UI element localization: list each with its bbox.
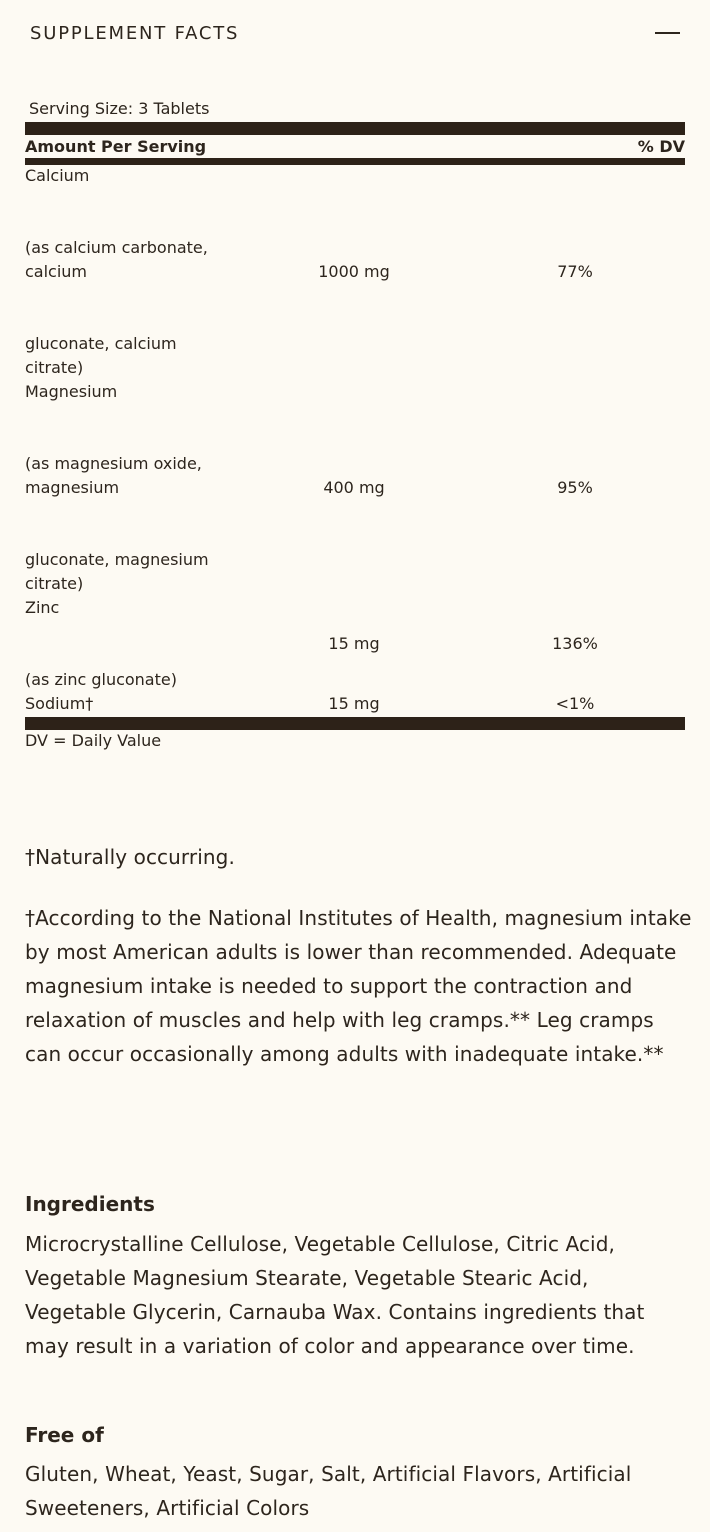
nutrient-amount: 400 mg: [323, 478, 385, 497]
nutrient-detail: (as calcium carbonate,: [25, 238, 208, 257]
nutrient-dv: 136%: [552, 634, 598, 653]
nutrient-amount: 15 mg: [328, 694, 380, 713]
nutrient-name: Calcium: [25, 166, 90, 185]
nutrient-detail: (as magnesium oxide,: [25, 454, 202, 473]
free-of-text: Gluten, Wheat, Yeast, Sugar, Salt, Artificial Flavors, Artificial Sweeteners, Artificial Colors: [25, 1462, 632, 1520]
nih-note: †According to the National Institutes of Health, magnesium intake by most American adults is lower than recommended. Adequate magnesium intake is needed to support the contraction and relaxation of muscles and help with leg cramps.** Leg cramps can occur occasionally among adults with inadequate intake.**: [25, 906, 692, 1066]
serving-size: Serving Size: 3 Tablets: [29, 99, 210, 118]
nutrient-amount: 15 mg: [328, 634, 380, 653]
nutrient-name: Sodium†: [25, 694, 94, 713]
table-rule-top: [25, 122, 685, 135]
nutrient-amount: 1000 mg: [318, 262, 390, 281]
collapse-button[interactable]: [650, 18, 686, 48]
nutrient-detail: citrate): [25, 358, 84, 377]
nutrient-detail: gluconate, calcium: [25, 334, 177, 353]
nutrient-detail: (as zinc gluconate): [25, 670, 177, 689]
nutrient-detail: magnesium: [25, 478, 120, 497]
nutrient-name: Zinc: [25, 598, 60, 617]
free-of-heading: Free of: [25, 1423, 104, 1447]
nutrient-dv: 95%: [557, 478, 593, 497]
section-title: SUPPLEMENT FACTS: [30, 23, 240, 44]
nutrient-detail: gluconate, magnesium: [25, 550, 209, 569]
nutrient-detail: calcium: [25, 262, 88, 281]
ingredients-text: Microcrystalline Cellulose, Vegetable Cellulose, Citric Acid, Vegetable Magnesium Stearate, Vegetable Stearic Acid, Vegetable Glycerin, Carnauba Wax. Contains ingredients that may result in a variation of color and appearance over time.: [25, 1232, 645, 1358]
nutrient-dv: <1%: [555, 694, 595, 713]
daily-value-note: DV = Daily Value: [25, 731, 162, 750]
minus-icon: [655, 32, 680, 34]
amount-per-serving-header: Amount Per Serving: [25, 137, 207, 156]
nutrient-dv: 77%: [557, 262, 593, 281]
percent-dv-header: % DV: [637, 137, 685, 156]
ingredients-heading: Ingredients: [25, 1192, 155, 1216]
table-rule-header: [25, 158, 685, 165]
nutrient-name: Magnesium: [25, 382, 118, 401]
nutrient-detail: citrate): [25, 574, 84, 593]
table-rule-bottom: [25, 717, 685, 730]
naturally-occurring-note: †Naturally occurring.: [25, 845, 235, 869]
